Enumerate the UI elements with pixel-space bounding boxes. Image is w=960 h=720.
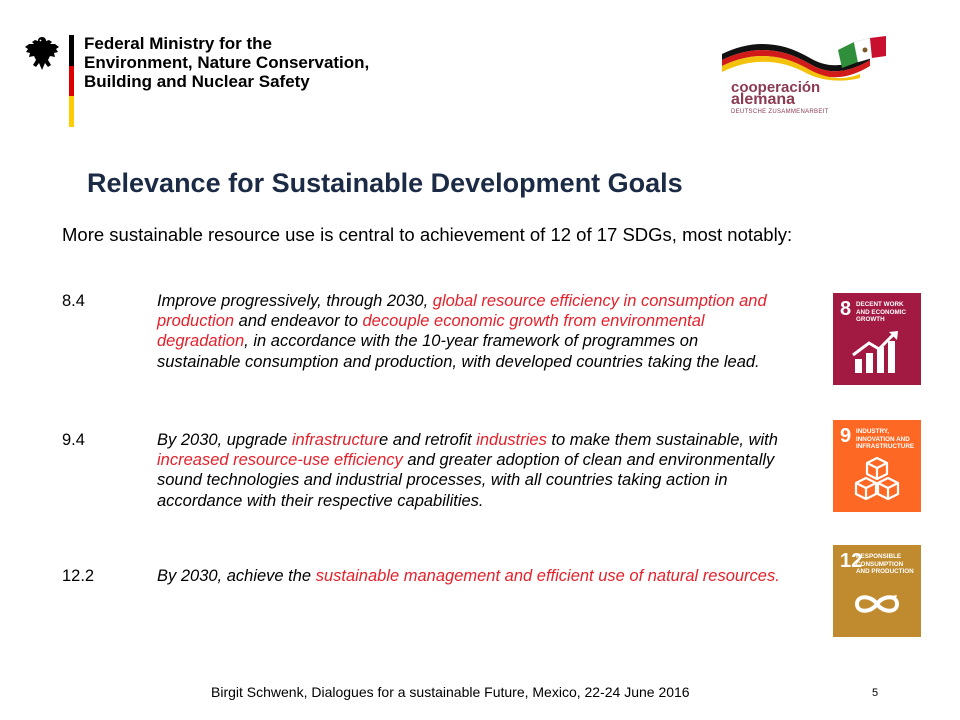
infinity-icon bbox=[851, 581, 903, 627]
sdg-number: 8 bbox=[840, 298, 852, 320]
german-flag-bar bbox=[69, 35, 74, 127]
goal-text-segment: to make them sustainable, with bbox=[546, 431, 778, 449]
slide-title: Relevance for Sustainable Development Goals bbox=[87, 168, 683, 198]
ministry-line-1: Federal Ministry for the bbox=[84, 34, 272, 53]
goal-number: 9.4 bbox=[62, 431, 85, 449]
goal-8-4 bbox=[62, 291, 782, 372]
goal-text bbox=[157, 430, 782, 511]
goal-number: 12.2 bbox=[62, 567, 95, 585]
sdg-label: INDUSTRY, INNOVATION AND INFRASTRUCTURE bbox=[856, 428, 915, 450]
intro-text: More sustainable resource use is central to achievement of 12 of 17 SDGs, most notably: bbox=[62, 224, 793, 245]
growth-chart-icon bbox=[851, 329, 903, 375]
highlighted-phrase: decouple economic growth from environmental degradation bbox=[157, 312, 705, 351]
flag-red-stripe bbox=[69, 66, 74, 97]
highlighted-phrase: global resource efficiency in consumption and production bbox=[157, 292, 767, 331]
sdg-9-tile bbox=[833, 420, 921, 512]
page-number: 5 bbox=[872, 687, 879, 699]
flag-ribbon-icon bbox=[720, 36, 890, 81]
highlighted-phrase: infrastructur bbox=[291, 431, 379, 449]
sdg-label: DECENT WORK AND ECONOMIC GROWTH bbox=[856, 301, 907, 323]
sdg-12-tile bbox=[833, 545, 921, 637]
highlighted-phrase: increased resource-use efficiency bbox=[157, 451, 403, 470]
ministry-line-3: Building and Nuclear Safety bbox=[84, 72, 310, 91]
logo-text-deutsche: DEUTSCHE ZUSAMMENARBEIT bbox=[731, 109, 829, 115]
highlighted-phrase: industries bbox=[476, 431, 547, 449]
goal-text-segment: e and retrofit bbox=[378, 431, 477, 449]
cooperacion-alemana-logo bbox=[720, 36, 890, 136]
goal-text-segment: , in accordance with the 10-year framework of programmes on sustainable consumption and production, with developed countries taking the lead. bbox=[157, 332, 760, 371]
goal-text bbox=[157, 566, 782, 586]
flag-gold-stripe bbox=[69, 96, 74, 127]
highlighted-phrase: sustainable management and efficient use of natural resources. bbox=[315, 567, 780, 585]
cubes-icon bbox=[851, 456, 903, 502]
sdg-number: 12 bbox=[840, 550, 863, 572]
goal-number: 8.4 bbox=[62, 292, 85, 310]
goal-text-segment: By 2030, achieve the bbox=[157, 567, 316, 585]
goal-text bbox=[157, 291, 782, 372]
goal-text-segment: and greater adoption of clean and environmentally sound technologies and industrial processes, with all countries taking action in accordance with their respective capabilities. bbox=[157, 451, 775, 510]
sdg-label: RESPONSIBLE CONSUMPTION AND PRODUCTION bbox=[856, 553, 914, 575]
logo-text-cooperacion: cooperación bbox=[731, 79, 821, 96]
ministry-line-2: Environment, Nature Conservation, bbox=[84, 53, 370, 72]
goal-text-segment: Improve progressively, through 2030, bbox=[157, 292, 433, 310]
sdg-8-tile bbox=[833, 293, 921, 385]
footer-text: Birgit Schwenk, Dialogues for a sustainable Future, Mexico, 22-24 June 2016 bbox=[211, 684, 690, 700]
goal-text-segment: and endeavor to bbox=[234, 312, 363, 331]
goal-9-4 bbox=[62, 430, 782, 511]
sdg-number: 9 bbox=[840, 425, 852, 447]
goal-12-2 bbox=[62, 566, 782, 586]
goal-text-segment: By 2030, upgrade bbox=[157, 431, 292, 449]
ministry-name bbox=[84, 34, 369, 91]
logo-text-alemana: alemana bbox=[731, 91, 796, 108]
flag-black-stripe bbox=[69, 35, 74, 66]
federal-eagle-icon bbox=[22, 34, 62, 74]
